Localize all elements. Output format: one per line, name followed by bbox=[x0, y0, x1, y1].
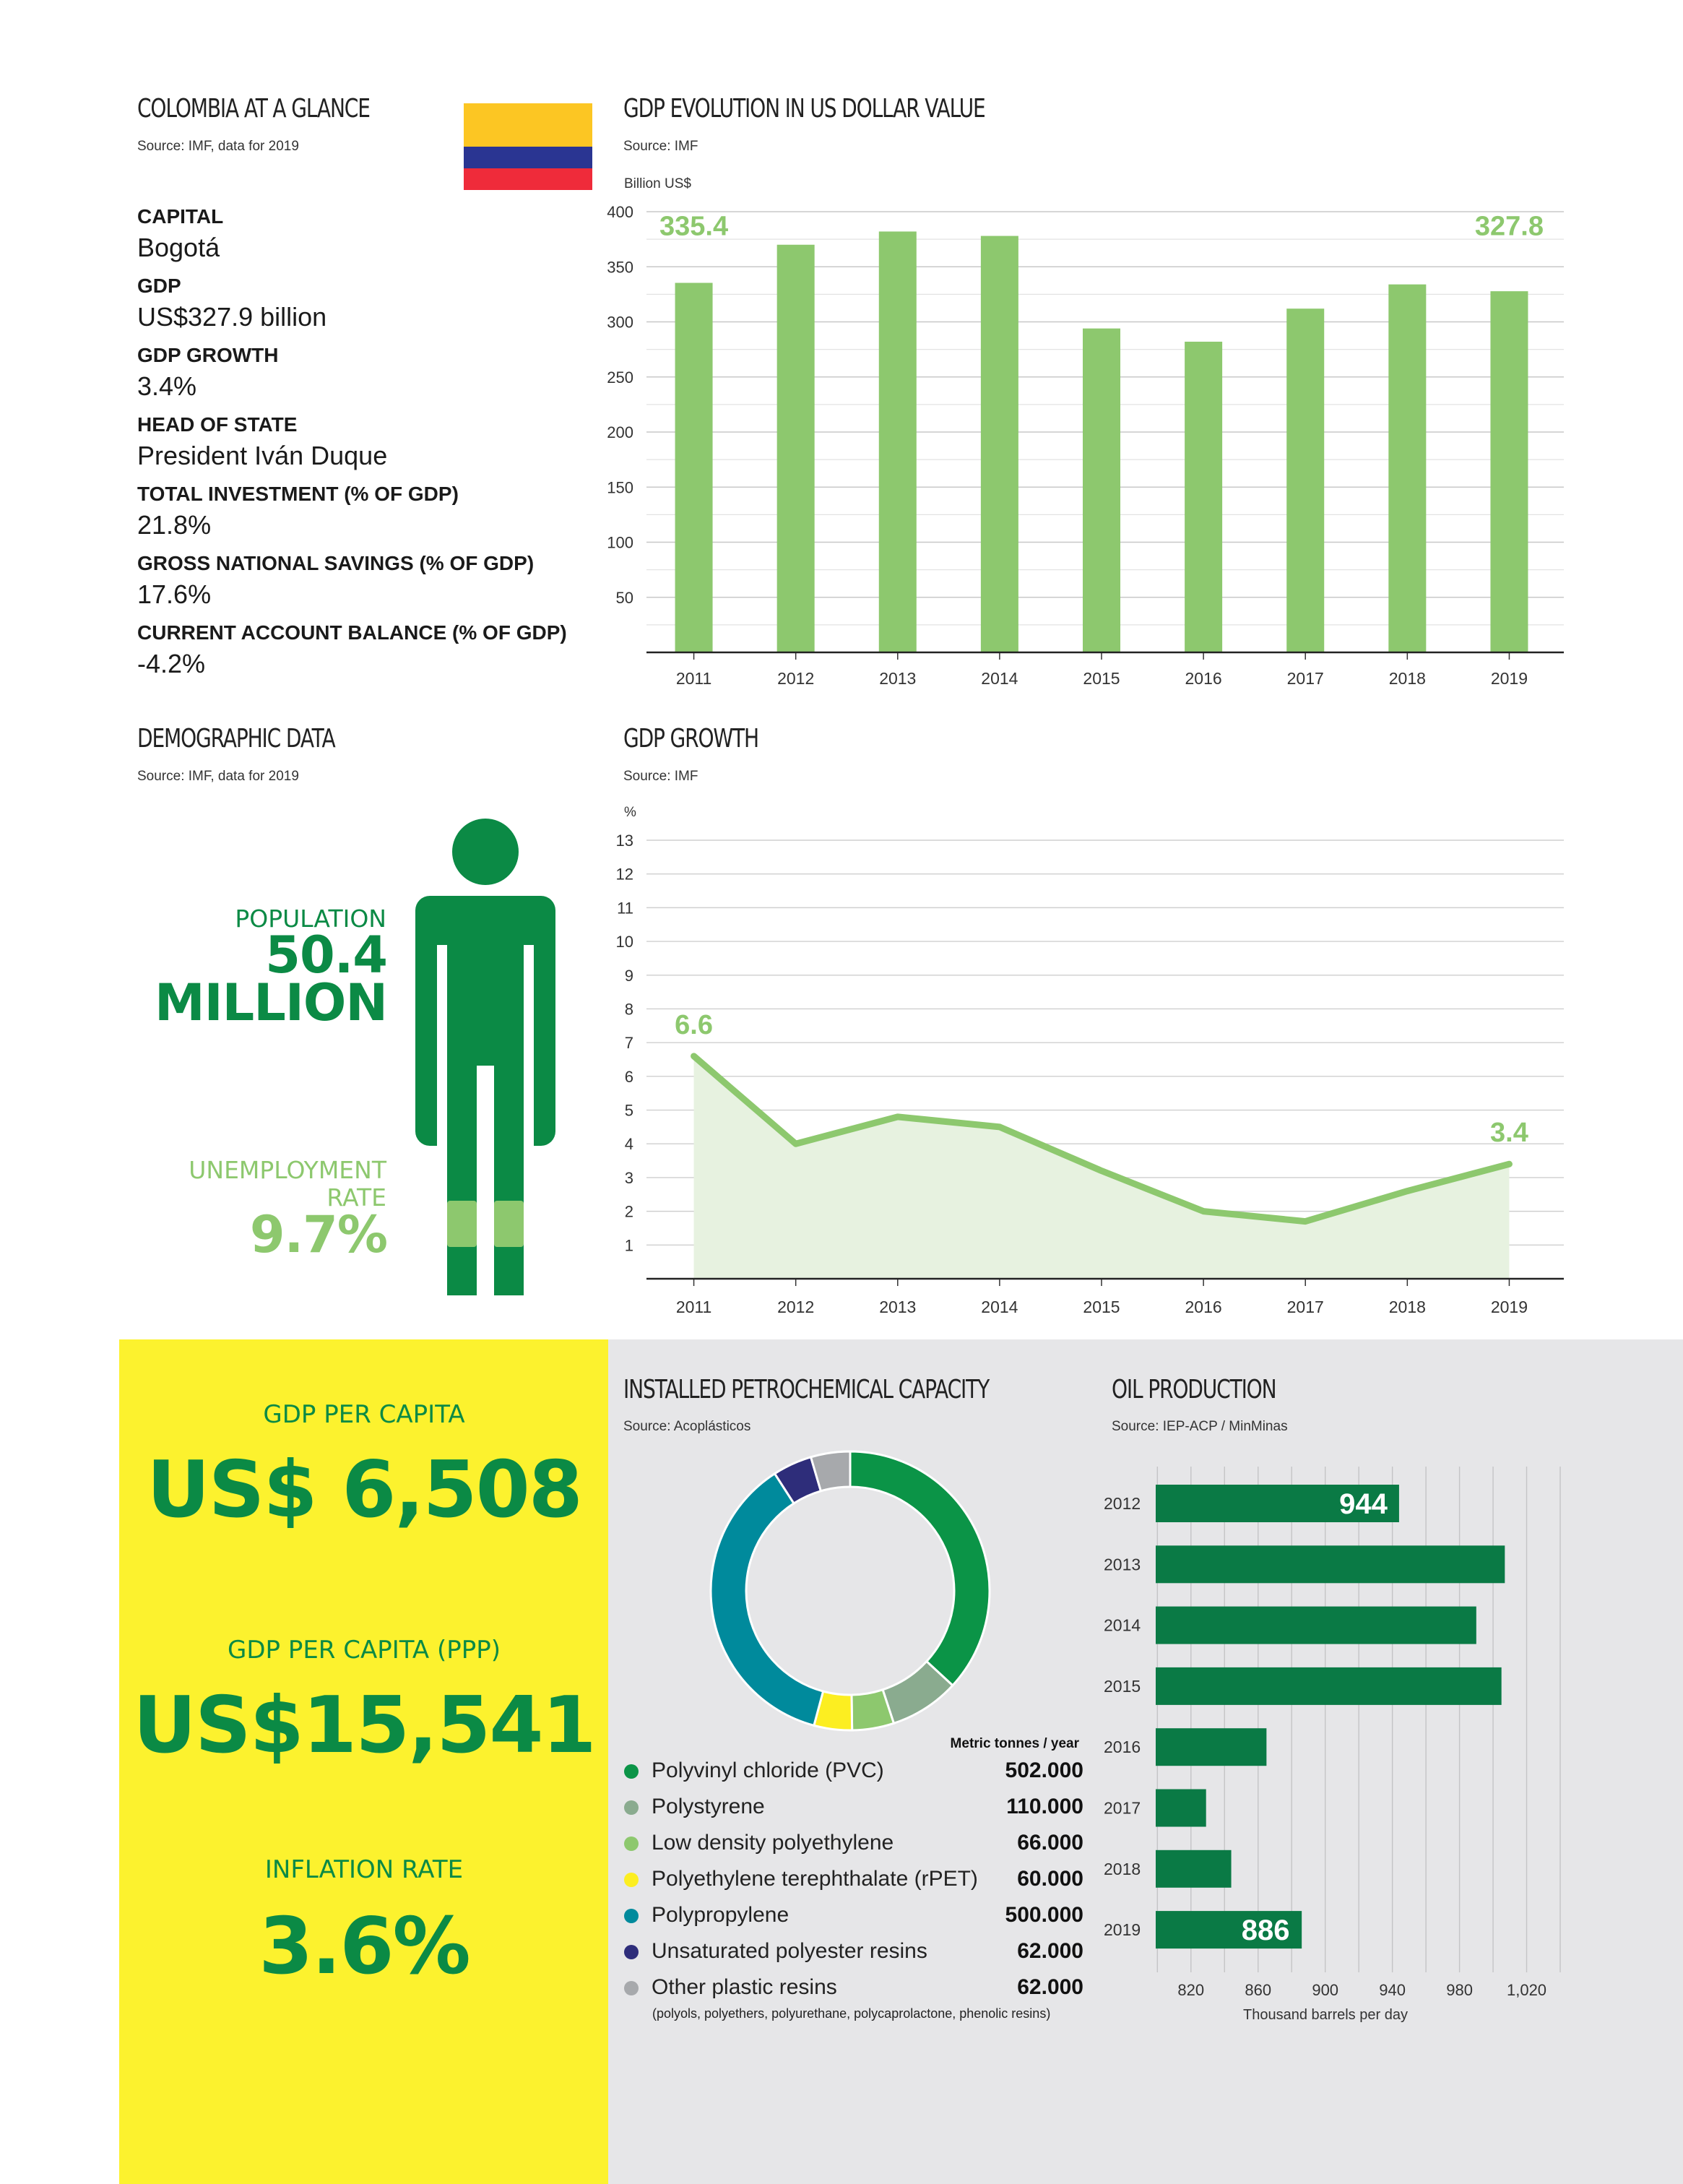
gdp-xtick-label: 2017 bbox=[1286, 669, 1324, 688]
growth-ytick-label: 2 bbox=[624, 1202, 633, 1221]
legend-item bbox=[621, 1790, 1083, 1826]
growth-ytick-label: 9 bbox=[624, 966, 633, 985]
legend-swatch bbox=[624, 1764, 639, 1779]
person-foot-left bbox=[447, 1201, 477, 1247]
flag-stripe-red bbox=[464, 168, 592, 190]
person-foot-right bbox=[494, 1201, 524, 1247]
oil-category-label: 2018 bbox=[1104, 1859, 1141, 1878]
population-unit: MILLION bbox=[154, 973, 387, 1032]
oil-bar bbox=[1156, 1790, 1206, 1827]
donut-slice bbox=[850, 1451, 990, 1686]
gdp-bar bbox=[1083, 329, 1120, 652]
petro-footnote: (polyols, polyethers, polyurethane, polycaprolactone, phenolic resins) bbox=[652, 2006, 1051, 2021]
oil-bar bbox=[1156, 1850, 1232, 1888]
fact-value: 3.4% bbox=[137, 371, 197, 401]
legend-label: Other plastic resins bbox=[652, 1975, 837, 1999]
gdp-bar bbox=[1388, 285, 1426, 652]
gdp-per-capita-ppp-label: GDP PER CAPITA (PPP) bbox=[227, 1636, 501, 1665]
petro-unit-label: Metric tonnes / year bbox=[950, 1736, 1079, 1751]
oil-xlabel: Thousand barrels per day bbox=[1243, 2007, 1408, 2023]
legend-value: 500.000 bbox=[1005, 1903, 1083, 1927]
legend-swatch bbox=[624, 1945, 639, 1959]
growth-ytick-label: 4 bbox=[624, 1135, 633, 1154]
legend-swatch bbox=[624, 1873, 639, 1887]
fact-value: President Iván Duque bbox=[137, 441, 388, 470]
gdp-bar bbox=[981, 236, 1018, 652]
legend-item bbox=[621, 1971, 1083, 2007]
gdp-ytick-label: 100 bbox=[607, 533, 633, 552]
legend-item bbox=[621, 1754, 1083, 1790]
oil-xtick-label: 1,020 bbox=[1506, 1981, 1547, 1999]
growth-xtick-label: 2018 bbox=[1388, 1298, 1426, 1316]
growth-xtick-label: 2019 bbox=[1490, 1298, 1528, 1316]
growth-xtick-label: 2012 bbox=[777, 1298, 815, 1316]
growth-ytick-label: 3 bbox=[624, 1168, 633, 1187]
gdp-data-label: 335.4 bbox=[659, 211, 729, 242]
gdp-per-capita-value: US$ 6,508 bbox=[147, 1445, 581, 1535]
fact-label: GROSS NATIONAL SAVINGS (% OF GDP) bbox=[137, 552, 535, 574]
oil-data-label: 944 bbox=[1339, 1488, 1388, 1520]
unemployment-label: UNEMPLOYMENT bbox=[189, 1156, 386, 1184]
gdp-growth-chart bbox=[614, 795, 1575, 1337]
legend-label: Polyethylene terephthalate (rPET) bbox=[652, 1867, 978, 1891]
gdp-ytick-label: 200 bbox=[607, 423, 633, 441]
unemployment-label-2: RATE bbox=[326, 1183, 386, 1212]
gdp-bar bbox=[879, 231, 917, 652]
fact-value: Bogotá bbox=[137, 233, 220, 262]
gdp-bar bbox=[1286, 308, 1324, 652]
growth-xtick-label: 2015 bbox=[1083, 1298, 1120, 1316]
gdp-xtick-label: 2014 bbox=[981, 669, 1018, 688]
petro-donut-chart bbox=[701, 1441, 1004, 1745]
gdp-ytick-label: 350 bbox=[607, 258, 633, 277]
growth-xtick-label: 2016 bbox=[1185, 1298, 1222, 1316]
fact-label: CURRENT ACCOUNT BALANCE (% OF GDP) bbox=[137, 621, 567, 644]
growth-ytick-label: 8 bbox=[624, 1000, 633, 1019]
legend-swatch bbox=[624, 1981, 639, 1995]
gdp-bar bbox=[1185, 342, 1222, 652]
legend-value: 502.000 bbox=[1005, 1758, 1083, 1782]
gdp-ytick-label: 50 bbox=[615, 588, 633, 607]
gdp-bar bbox=[1490, 291, 1528, 652]
legend-item bbox=[621, 1826, 1083, 1863]
legend-value: 66.000 bbox=[1017, 1831, 1083, 1855]
gdp-xtick-label: 2018 bbox=[1388, 669, 1426, 688]
growth-ytick-label: 1 bbox=[624, 1236, 633, 1255]
legend-label: Polypropylene bbox=[652, 1903, 789, 1927]
gdp-ytick-label: 400 bbox=[607, 203, 633, 221]
oil-xtick-label: 980 bbox=[1446, 1981, 1473, 1999]
fact-label: CAPITAL bbox=[137, 205, 224, 228]
oil-category-label: 2019 bbox=[1104, 1920, 1141, 1940]
oil-bar bbox=[1156, 1667, 1502, 1705]
growth-ytick-label: 10 bbox=[615, 933, 633, 951]
oil-bar bbox=[1156, 1728, 1266, 1766]
fact-value: 17.6% bbox=[137, 579, 212, 609]
fact-label: HEAD OF STATE bbox=[137, 413, 298, 436]
gdp-ytick-label: 150 bbox=[607, 478, 633, 497]
growth-ytick-label: 11 bbox=[617, 899, 633, 918]
growth-data-label: 3.4 bbox=[1490, 1118, 1528, 1149]
gdp-bar-chart bbox=[607, 166, 1575, 701]
demographic-source: Source: IMF, data for 2019 bbox=[137, 769, 299, 784]
colombia-flag bbox=[464, 103, 592, 190]
gdp-per-capita-label: GDP PER CAPITA bbox=[263, 1400, 465, 1429]
growth-ytick-label: 6 bbox=[624, 1067, 633, 1086]
fact-value: -4.2% bbox=[137, 649, 206, 678]
legend-item bbox=[621, 1899, 1083, 1935]
legend-swatch bbox=[624, 1800, 639, 1815]
glance-source: Source: IMF, data for 2019 bbox=[137, 139, 299, 154]
gdp-ytick-label: 300 bbox=[607, 313, 633, 332]
gdp-data-label: 327.8 bbox=[1474, 211, 1544, 242]
growth-data-label: 6.6 bbox=[675, 1009, 713, 1040]
population-value: 50.4 bbox=[265, 925, 387, 985]
person-leg-right bbox=[494, 1066, 524, 1295]
oil-xtick-label: 900 bbox=[1312, 1981, 1339, 1999]
growth-ytick-label: 13 bbox=[615, 832, 633, 850]
oil-data-label: 886 bbox=[1241, 1915, 1290, 1947]
fact-label: GDP bbox=[137, 275, 181, 297]
legend-label: Polyvinyl chloride (PVC) bbox=[652, 1758, 884, 1782]
growth-xtick-label: 2013 bbox=[879, 1298, 917, 1316]
inflation-value: 3.6% bbox=[259, 1902, 470, 1992]
unemployment-value: 9.7% bbox=[249, 1205, 387, 1264]
legend-value: 60.000 bbox=[1017, 1867, 1083, 1891]
gdp-chart-source: Source: IMF bbox=[623, 139, 698, 154]
legend-label: Polystyrene bbox=[652, 1795, 765, 1818]
gdp-bar bbox=[777, 245, 815, 652]
oil-category-label: 2013 bbox=[1104, 1555, 1141, 1574]
gdp-xtick-label: 2015 bbox=[1083, 669, 1120, 688]
oil-category-label: 2014 bbox=[1104, 1615, 1141, 1635]
gdp-xtick-label: 2011 bbox=[675, 669, 712, 688]
petro-title: INSTALLED PETROCHEMICAL CAPACITY bbox=[623, 1375, 990, 1404]
person-arm-gap-left bbox=[437, 945, 447, 1149]
growth-ytick-label: 5 bbox=[624, 1101, 633, 1120]
growth-ytick-label: 12 bbox=[615, 865, 633, 884]
legend-swatch bbox=[624, 1909, 639, 1923]
donut-slice bbox=[711, 1474, 823, 1726]
gdp-ytick-label: 250 bbox=[607, 368, 633, 387]
flag-stripe-yellow bbox=[464, 103, 592, 147]
growth-chart-title: GDP GROWTH bbox=[623, 724, 758, 754]
legend-value: 62.000 bbox=[1017, 1939, 1083, 1963]
oil-xtick-label: 940 bbox=[1379, 1981, 1406, 1999]
fact-value: US$327.9 billion bbox=[137, 302, 327, 332]
oil-title: OIL PRODUCTION bbox=[1112, 1375, 1276, 1404]
oil-category-label: 2016 bbox=[1104, 1738, 1141, 1757]
gdp-chart-title: GDP EVOLUTION IN US DOLLAR VALUE bbox=[623, 94, 985, 124]
growth-ytick-label: 7 bbox=[624, 1034, 633, 1053]
growth-chart-source: Source: IMF bbox=[623, 769, 698, 784]
gdp-xtick-label: 2013 bbox=[879, 669, 917, 688]
demographic-title: DEMOGRAPHIC DATA bbox=[137, 724, 335, 754]
legend-label: Low density polyethylene bbox=[652, 1831, 894, 1855]
legend-value: 62.000 bbox=[1017, 1975, 1083, 1999]
growth-ylabel: % bbox=[624, 805, 636, 820]
legend-label: Unsaturated polyester resins bbox=[652, 1939, 927, 1963]
person-leg-gap bbox=[477, 1066, 494, 1163]
gdp-per-capita-ppp-value: US$15,541 bbox=[133, 1680, 595, 1771]
oil-bar bbox=[1156, 1607, 1476, 1644]
legend-item bbox=[621, 1863, 1083, 1899]
glance-title: COLOMBIA AT A GLANCE bbox=[137, 94, 370, 124]
oil-bar bbox=[1156, 1545, 1505, 1583]
legend-swatch bbox=[624, 1836, 639, 1851]
person-head bbox=[452, 819, 519, 885]
gdp-ylabel: Billion US$ bbox=[624, 176, 691, 191]
person-figure bbox=[404, 816, 578, 1250]
growth-xtick-label: 2011 bbox=[675, 1298, 712, 1316]
oil-source: Source: IEP-ACP / MinMinas bbox=[1112, 1419, 1288, 1434]
growth-xtick-label: 2017 bbox=[1286, 1298, 1324, 1316]
inflation-label: INFLATION RATE bbox=[264, 1855, 464, 1884]
legend-value: 110.000 bbox=[1006, 1795, 1083, 1818]
gdp-xtick-label: 2019 bbox=[1490, 669, 1528, 688]
legend-item bbox=[621, 1935, 1083, 1971]
flag-stripe-blue bbox=[464, 147, 592, 168]
fact-value: 21.8% bbox=[137, 510, 212, 540]
oil-xtick-label: 860 bbox=[1245, 1981, 1272, 1999]
gdp-xtick-label: 2016 bbox=[1185, 669, 1222, 688]
oil-production-chart bbox=[1098, 1452, 1575, 2030]
oil-xtick-label: 820 bbox=[1177, 1981, 1205, 1999]
gdp-bar bbox=[675, 283, 713, 652]
oil-category-label: 2015 bbox=[1104, 1676, 1141, 1696]
growth-xtick-label: 2014 bbox=[981, 1298, 1018, 1316]
gdp-xtick-label: 2012 bbox=[777, 669, 815, 688]
oil-category-label: 2017 bbox=[1104, 1798, 1141, 1818]
fact-label: TOTAL INVESTMENT (% OF GDP) bbox=[137, 483, 459, 505]
oil-category-label: 2012 bbox=[1104, 1494, 1141, 1513]
person-leg-left bbox=[447, 1066, 477, 1295]
petro-source: Source: Acoplásticos bbox=[623, 1419, 751, 1434]
person-arm-gap-right bbox=[524, 945, 534, 1149]
fact-label: GDP GROWTH bbox=[137, 344, 279, 366]
population-label: POPULATION bbox=[235, 905, 386, 933]
